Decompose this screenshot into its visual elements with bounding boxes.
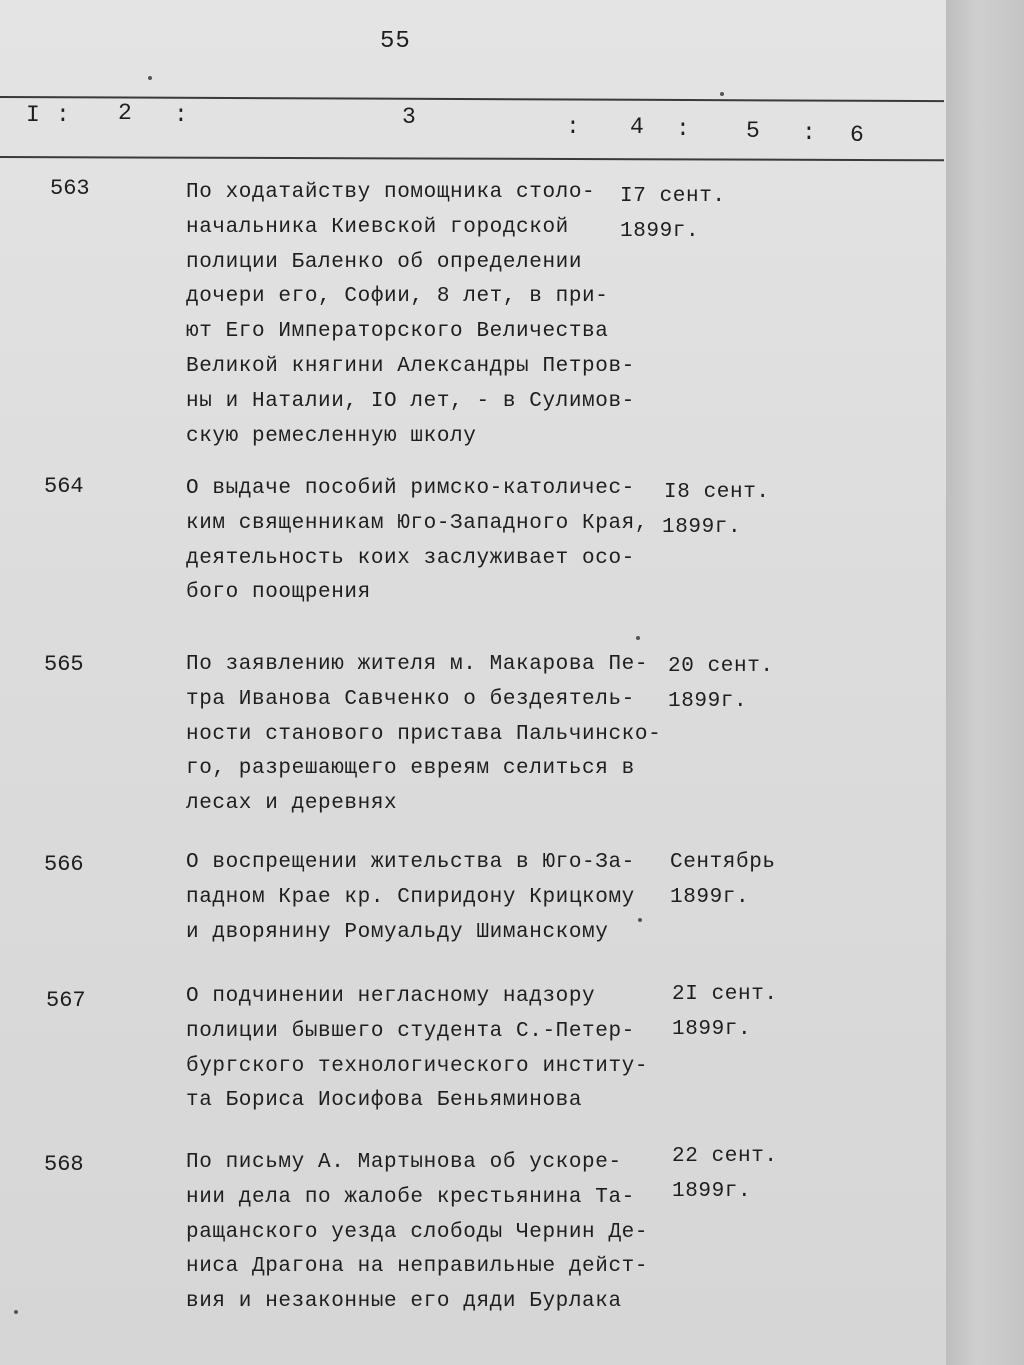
entry-description: [186, 846, 656, 950]
entry-line: ким священникам Юго-Западного Края,: [186, 511, 649, 535]
entry-line: скую ремесленную школу: [186, 424, 477, 448]
column-header-2: 2: [118, 100, 132, 126]
entry-description: [186, 648, 662, 822]
column-separator: :: [56, 102, 70, 128]
entry-date-year: 1899г.: [620, 219, 700, 243]
entry-date-day: 20 сент.: [668, 655, 774, 678]
column-separator: :: [676, 116, 690, 142]
entry-line: ны и Наталии, IO лет, - в Сулимов-: [186, 389, 635, 413]
entry-number: 564: [44, 474, 84, 499]
entry-date: [670, 846, 776, 916]
entry-line: и дворянину Ромуальду Шиманскому: [186, 920, 609, 944]
entry-date-year: 1899г.: [672, 1179, 752, 1203]
entry-description: [186, 1146, 656, 1320]
entry-description: [186, 176, 656, 454]
entry-line: По письму А. Мартынова об ускоре-: [186, 1151, 622, 1174]
page-number: 55: [380, 28, 411, 55]
entry-date: [672, 1140, 778, 1210]
entry-line: лесах и деревнях: [186, 792, 398, 816]
paper-speck: [720, 92, 724, 96]
entry-date: [668, 650, 774, 720]
entry-line: тра Иванова Савченко о бездеятель-: [186, 687, 635, 711]
entry-line: бого поощрения: [186, 581, 371, 605]
entry-line: По заявлению жителя м. Макарова Пе-: [186, 653, 649, 676]
column-separator: :: [802, 120, 816, 146]
entry-line: О воспрещении жительства в Юго-За-: [186, 851, 635, 874]
column-header-4: 4: [630, 114, 644, 140]
entry-description: [186, 980, 656, 1119]
entry-number: 567: [46, 988, 86, 1013]
entry-line: О выдаче пособий римско-католичес-: [186, 477, 635, 500]
entry-date-day: I8 сент.: [664, 481, 770, 504]
entry-line: Великой княгини Александры Петров-: [186, 354, 635, 378]
entry-line: нии дела по жалобе крестьянина Та-: [186, 1185, 635, 1209]
column-header-5: 5: [746, 118, 760, 144]
paper-speck: [14, 1310, 18, 1314]
entry-line: вия и незаконные его дяди Бурлака: [186, 1290, 622, 1314]
entry-date-day: 2I сент.: [672, 983, 778, 1006]
entry-number: 563: [50, 176, 90, 201]
paper-speck: [636, 636, 640, 640]
entry-line: та Бориса Иосифова Беньяминова: [186, 1089, 583, 1113]
entry-line: падном Крае кр. Спиридону Крицкому: [186, 885, 635, 909]
entry-date-year: 1899г.: [662, 515, 742, 539]
entry-date-year: 1899г.: [670, 885, 750, 909]
entry-date-year: 1899г.: [672, 1017, 752, 1041]
header-top-rule: [0, 96, 944, 102]
column-header-6: 6: [850, 122, 864, 148]
entry-line: деятельность коих заслуживает осо-: [186, 546, 635, 570]
column-header-3: 3: [402, 104, 416, 130]
header-bottom-rule: [0, 156, 944, 161]
column-separator: :: [174, 102, 188, 128]
page-edge-shadow: [946, 0, 1024, 1365]
entry-date: [620, 180, 726, 250]
entry-line: ют Его Императорского Величества: [186, 320, 609, 344]
entry-date-day: 22 сент.: [672, 1145, 778, 1168]
entry-date-day: Сентябрь: [670, 851, 776, 874]
column-header-1: I: [26, 102, 40, 128]
entry-date-day: I7 сент.: [620, 185, 726, 208]
entry-line: го, разрешающего евреям селиться в: [186, 757, 635, 781]
entry-line: начальника Киевской городской: [186, 215, 569, 239]
entry-line: ниса Драгона на неправильные дейст-: [186, 1255, 649, 1279]
column-separator: :: [566, 114, 580, 140]
entry-line: полиции бывшего студента С.-Петер-: [186, 1019, 635, 1043]
entry-line: полиции Баленко об определении: [186, 250, 583, 274]
entry-date: [664, 476, 770, 546]
entry-line: По ходатайству помощника столо-: [186, 181, 596, 204]
entry-line: ращанского уезда слободы Чернин Де-: [186, 1220, 649, 1244]
entry-date: [672, 978, 778, 1048]
entry-number: 566: [44, 852, 84, 877]
paper-speck: [148, 76, 152, 80]
entry-description: [186, 472, 656, 611]
entry-number: 565: [44, 652, 84, 677]
entry-line: бургского технологического институ-: [186, 1054, 649, 1078]
paper-speck: [638, 918, 642, 922]
entry-date-year: 1899г.: [668, 689, 748, 713]
entry-line: ности станового пристава Пальчинско-: [186, 722, 662, 746]
entry-number: 568: [44, 1152, 84, 1177]
entry-line: О подчинении негласному надзору: [186, 985, 596, 1008]
entry-line: дочери его, Софии, 8 лет, в при-: [186, 285, 609, 309]
